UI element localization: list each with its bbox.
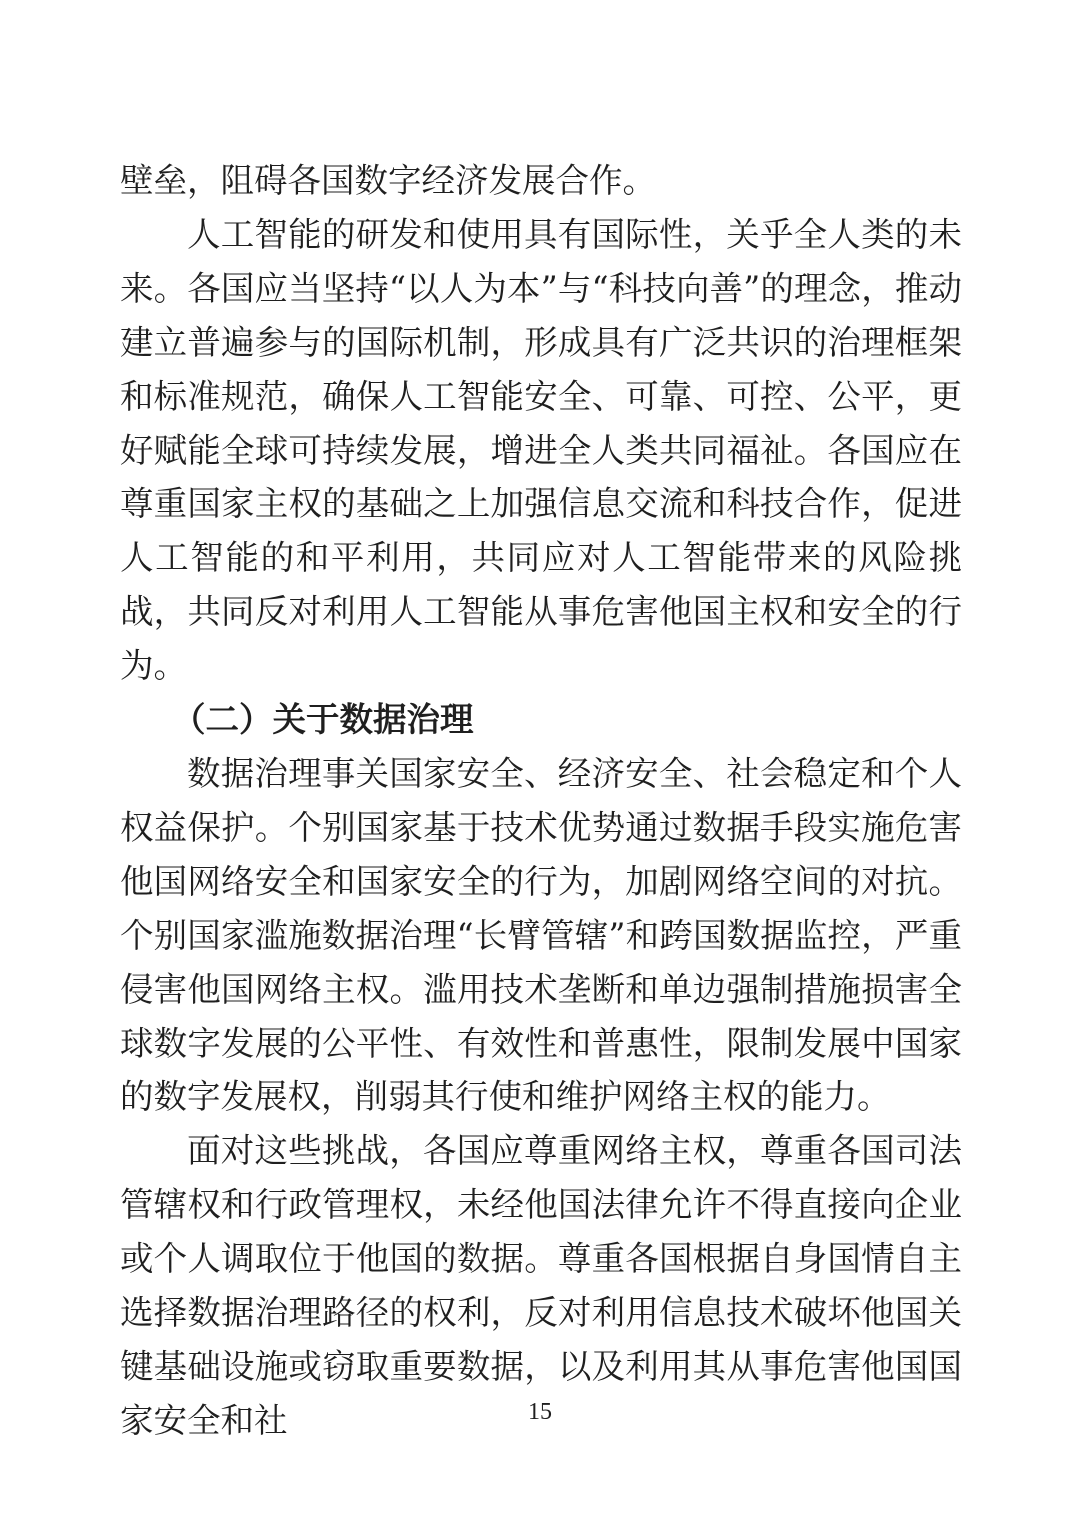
document-page: [120, 154, 962, 1448]
section-heading-data-governance: （二）关于数据治理: [172, 700, 474, 740]
page-number: 15: [528, 1399, 552, 1425]
paragraph-data-governance-issues: 数据治理事关国家安全、经济安全、社会稳定和个人权益保护。个别国家基于技术优势通过数据手段实施危害他国网络安全和国家安全的行为，加剧网络空间的对抗。个别国家滥施数据治理“长臂管辖”和跨国数据监控，严重侵害他国网络主权。滥用技术垄断和单边强制措施损害全球数字发展的公平性、有效性和普惠性，限制发展中国家的数字发展权，削弱其行使和维护网络主权的能力。: [120, 753, 962, 1117]
paragraph-continuation: 壁垒，阻碍各国数字经济发展合作。: [120, 161, 656, 200]
paragraph-ai-governance: 人工智能的研发和使用具有国际性，关乎全人类的未来。各国应当坚持“以人为本”与“科技向善”的理念，推动建立普遍参与的国际机制，形成具有广泛共识的治理框架和标准规范，确保人工智能安全、可靠、可控、公平，更好赋能全球可持续发展，增进全人类共同福祉。各国应在尊重国家主权的基础之上加强信息交流和科技合作，促进人工智能的和平利用，共同应对人工智能带来的风险挑战，共同反对利用人工智能从事危害他国主权和安全的行为。: [120, 214, 962, 686]
paragraph-data-governance-response: 面对这些挑战，各国应尊重网络主权，尊重各国司法管辖权和行政管理权，未经他国法律允许不得直接向企业或个人调取位于他国的数据。尊重各国根据自身国情自主选择数据治理路径的权利，反对利用信息技术破坏他国关键基础设施或窃取重要数据，以及利用其从事危害他国国家安全和社: [120, 1131, 962, 1440]
